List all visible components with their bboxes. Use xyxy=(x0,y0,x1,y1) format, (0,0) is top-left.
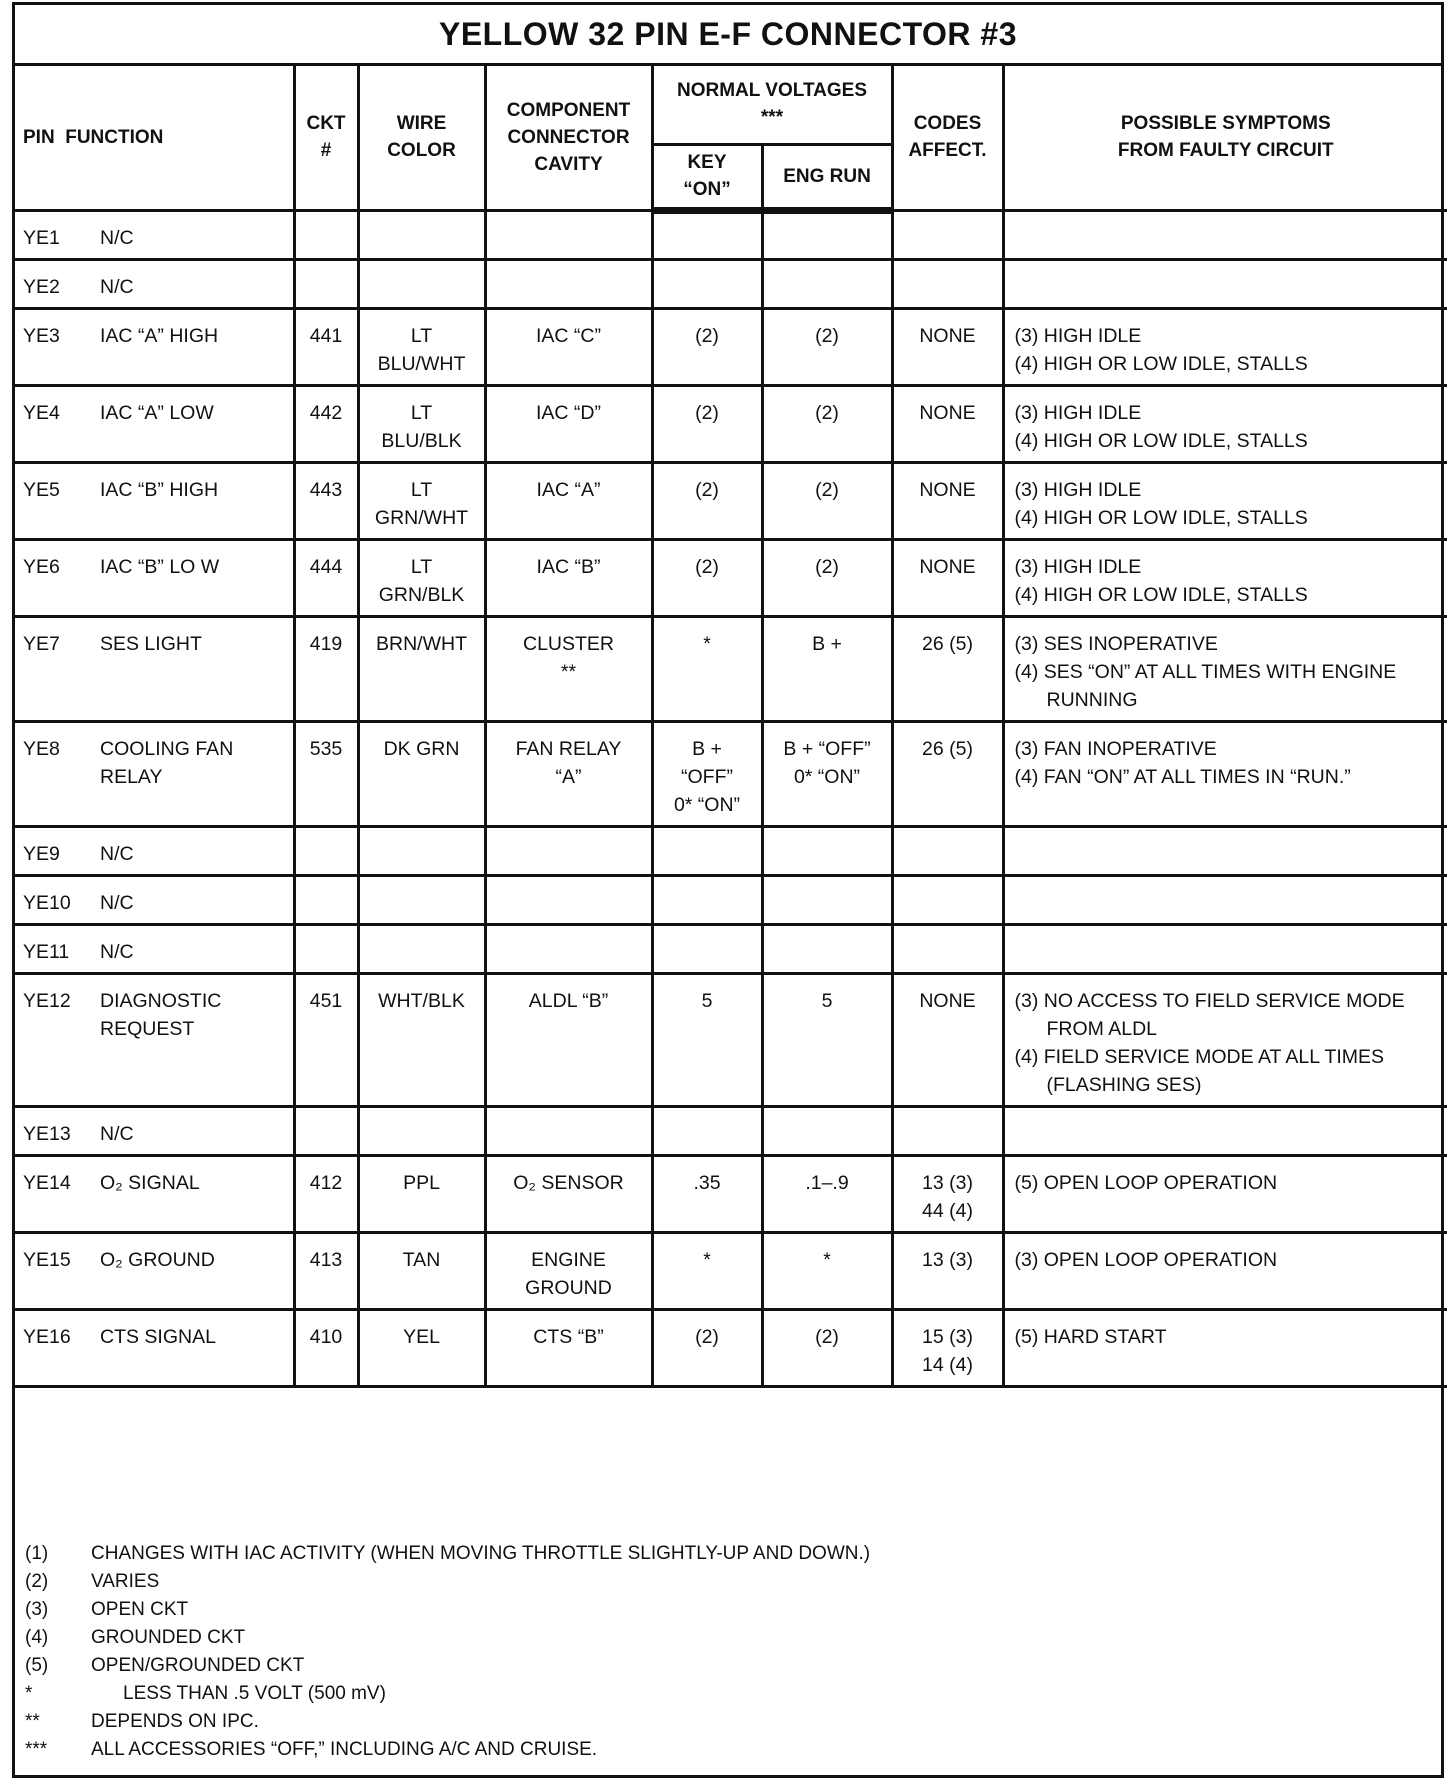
eng-run-voltage-cell: B + xyxy=(762,616,892,721)
pin-function: N/C xyxy=(100,226,134,249)
table-row xyxy=(15,924,1447,973)
ckt-cell xyxy=(294,875,358,924)
key-on-voltage-cell xyxy=(652,875,762,924)
eng-run-voltage-cell xyxy=(762,1106,892,1155)
component-cell: O₂ SENSOR xyxy=(485,1155,652,1232)
eng-run-voltage-cell: (2) xyxy=(762,462,892,539)
table-row xyxy=(15,462,1447,539)
ckt-cell: 442 xyxy=(294,385,358,462)
table-row xyxy=(15,1155,1447,1232)
codes-cell xyxy=(892,210,1003,259)
pin-id: YE15 xyxy=(23,1248,71,1271)
key-on-voltage-cell xyxy=(652,924,762,973)
table-row xyxy=(15,259,1447,308)
wire-color-cell: LT BLU/WHT xyxy=(358,308,485,385)
wire-color-cell xyxy=(358,924,485,973)
codes-cell xyxy=(892,1106,1003,1155)
header-symptoms: POSSIBLE SYMPTOMS FROM FAULTY CIRCUIT xyxy=(1003,66,1447,210)
pin-cell xyxy=(15,616,294,721)
ckt-cell: 444 xyxy=(294,539,358,616)
symptom-line: (3) FAN INOPERATIVE xyxy=(1014,737,1217,760)
footnote-text: DEPENDS ON IPC. xyxy=(91,1711,259,1732)
eng-run-voltage-cell: (2) xyxy=(762,539,892,616)
key-on-voltage-cell: B + “OFF” 0* “ON” xyxy=(652,721,762,826)
footnote-text: LESS THAN .5 VOLT (500 mV) xyxy=(123,1683,386,1704)
footnote-key: *** xyxy=(25,1739,48,1760)
footnote-text: OPEN CKT xyxy=(91,1599,189,1620)
eng-run-voltage-cell xyxy=(762,259,892,308)
pin-id: YE4 xyxy=(23,401,60,424)
footnote-key: (3) xyxy=(25,1599,49,1620)
pin-function: O₂ GROUND xyxy=(100,1248,215,1271)
component-cell: FAN RELAY “A” xyxy=(485,721,652,826)
symptom-line: (4) HIGH OR LOW IDLE, STALLS xyxy=(1014,583,1308,606)
symptoms-cell xyxy=(1003,1232,1447,1309)
wire-color-cell: YEL xyxy=(358,1309,485,1386)
pin-id: YE5 xyxy=(23,478,60,501)
symptoms-cell xyxy=(1003,616,1447,721)
pin-id: YE6 xyxy=(23,555,60,578)
ckt-cell xyxy=(294,1106,358,1155)
key-on-voltage-cell xyxy=(652,826,762,875)
component-cell: CLUSTER ** xyxy=(485,616,652,721)
table-row xyxy=(15,616,1447,721)
component-cell: IAC “B” xyxy=(485,539,652,616)
symptom-line: (4) HIGH OR LOW IDLE, STALLS xyxy=(1014,429,1308,452)
header-ckt: CKT # xyxy=(294,66,358,210)
key-on-voltage-cell: 5 xyxy=(652,973,762,1106)
eng-run-voltage-cell xyxy=(762,924,892,973)
wire-color-cell xyxy=(358,259,485,308)
footnote-key: * xyxy=(25,1683,33,1704)
footnote xyxy=(25,1624,870,1652)
codes-cell: NONE xyxy=(892,973,1003,1106)
eng-run-voltage-cell: * xyxy=(762,1232,892,1309)
ckt-cell xyxy=(294,210,358,259)
pin-cell xyxy=(15,1155,294,1232)
component-cell: ALDL “B” xyxy=(485,973,652,1106)
symptoms-cell xyxy=(1003,462,1447,539)
footnote-key: (1) xyxy=(25,1543,49,1564)
key-on-voltage-cell: (2) xyxy=(652,308,762,385)
symptom-line: (3) OPEN LOOP OPERATION xyxy=(1014,1248,1278,1271)
footnote xyxy=(25,1652,870,1680)
pin-cell xyxy=(15,462,294,539)
pin-id: YE16 xyxy=(23,1325,71,1348)
footnote-text: OPEN/GROUNDED CKT xyxy=(91,1655,305,1676)
ckt-cell: 535 xyxy=(294,721,358,826)
footnote xyxy=(25,1708,870,1736)
footnote xyxy=(25,1596,870,1624)
wire-color-cell xyxy=(358,826,485,875)
pin-cell xyxy=(15,539,294,616)
eng-run-voltage-cell: B + “OFF” 0* “ON” xyxy=(762,721,892,826)
header-normal-voltages: NORMAL VOLTAGES *** xyxy=(652,66,892,144)
footnote-text: CHANGES WITH IAC ACTIVITY (WHEN MOVING THROTTLE SLIGHTLY-UP AND DOWN.) xyxy=(91,1543,871,1564)
table-row xyxy=(15,1232,1447,1309)
pin-cell xyxy=(15,1106,294,1155)
footnotes xyxy=(25,1540,870,1764)
pin-function: DIAGNOSTIC REQUEST xyxy=(100,989,222,1040)
symptom-line: (3) HIGH IDLE xyxy=(1014,401,1142,424)
eng-run-voltage-cell xyxy=(762,826,892,875)
codes-cell xyxy=(892,875,1003,924)
wire-color-cell: WHT/BLK xyxy=(358,973,485,1106)
codes-cell: NONE xyxy=(892,385,1003,462)
component-cell xyxy=(485,210,652,259)
pin-id: YE12 xyxy=(23,989,71,1012)
pin-id: YE8 xyxy=(23,737,60,760)
eng-run-voltage-cell: 5 xyxy=(762,973,892,1106)
pin-function: IAC “A” LOW xyxy=(100,401,214,424)
symptom-line: (3) NO ACCESS TO FIELD SERVICE MODE FROM ALDL xyxy=(1014,989,1405,1040)
wire-color-cell xyxy=(358,1106,485,1155)
pin-id: YE11 xyxy=(23,940,70,963)
footnote xyxy=(25,1680,870,1708)
wire-color-cell: BRN/WHT xyxy=(358,616,485,721)
symptoms-cell xyxy=(1003,1309,1447,1386)
eng-run-voltage-cell: (2) xyxy=(762,385,892,462)
connector-chart xyxy=(12,2,1444,1778)
codes-cell: 13 (3) 44 (4) xyxy=(892,1155,1003,1232)
footnote xyxy=(25,1568,870,1596)
ckt-cell: 419 xyxy=(294,616,358,721)
table-row xyxy=(15,826,1447,875)
header-component: COMPONENT CONNECTOR CAVITY xyxy=(485,66,652,210)
wire-color-cell xyxy=(358,875,485,924)
pin-id: YE14 xyxy=(23,1171,71,1194)
codes-cell xyxy=(892,259,1003,308)
table-row xyxy=(15,1309,1447,1386)
table-row xyxy=(15,973,1447,1106)
ckt-cell: 443 xyxy=(294,462,358,539)
table-row xyxy=(15,721,1447,826)
component-cell xyxy=(485,826,652,875)
pin-cell xyxy=(15,210,294,259)
wire-color-cell: PPL xyxy=(358,1155,485,1232)
symptom-line: (4) FAN “ON” AT ALL TIMES IN “RUN.” xyxy=(1014,765,1351,788)
ckt-cell xyxy=(294,826,358,875)
table-row xyxy=(15,210,1447,259)
key-on-voltage-cell: .35 xyxy=(652,1155,762,1232)
header-codes: CODES AFFECT. xyxy=(892,66,1003,210)
eng-run-voltage-cell xyxy=(762,875,892,924)
key-on-voltage-cell: (2) xyxy=(652,385,762,462)
footnote xyxy=(25,1540,870,1568)
pin-function: IAC “B” LO W xyxy=(100,555,220,578)
symptoms-cell xyxy=(1003,308,1447,385)
symptoms-cell xyxy=(1003,924,1447,973)
key-on-voltage-cell: (2) xyxy=(652,1309,762,1386)
key-on-voltage-cell xyxy=(652,259,762,308)
wire-color-cell: LT GRN/BLK xyxy=(358,539,485,616)
symptom-line: (4) HIGH OR LOW IDLE, STALLS xyxy=(1014,352,1308,375)
codes-cell: NONE xyxy=(892,308,1003,385)
key-on-voltage-cell: * xyxy=(652,616,762,721)
component-cell: ENGINE GROUND xyxy=(485,1232,652,1309)
symptom-line: (3) HIGH IDLE xyxy=(1014,324,1142,347)
component-cell: CTS “B” xyxy=(485,1309,652,1386)
pin-table xyxy=(15,66,1447,1388)
table-row xyxy=(15,1106,1447,1155)
footnote-key: (5) xyxy=(25,1655,49,1676)
header-pin-function: PIN FUNCTION xyxy=(15,66,294,210)
symptom-line: (3) HIGH IDLE xyxy=(1014,555,1142,578)
ckt-cell: 441 xyxy=(294,308,358,385)
header-key-on: KEY “ON” xyxy=(652,144,762,210)
pin-id: YE7 xyxy=(23,632,60,655)
codes-cell: 26 (5) xyxy=(892,721,1003,826)
component-cell: IAC “C” xyxy=(485,308,652,385)
header-eng-run: ENG RUN xyxy=(762,144,892,210)
pin-function: O₂ SIGNAL xyxy=(100,1171,200,1194)
symptoms-cell xyxy=(1003,875,1447,924)
codes-cell: 13 (3) xyxy=(892,1232,1003,1309)
ckt-cell: 451 xyxy=(294,973,358,1106)
eng-run-voltage-cell xyxy=(762,210,892,259)
component-cell xyxy=(485,875,652,924)
symptoms-cell xyxy=(1003,973,1447,1106)
symptom-line: (4) SES “ON” AT ALL TIMES WITH ENGINE RUNNING xyxy=(1014,660,1397,711)
pin-cell xyxy=(15,259,294,308)
pin-id: YE3 xyxy=(23,324,60,347)
pin-function: N/C xyxy=(100,1122,134,1145)
pin-function: N/C xyxy=(100,891,134,914)
eng-run-voltage-cell: (2) xyxy=(762,308,892,385)
symptom-line: (3) HIGH IDLE xyxy=(1014,478,1142,501)
eng-run-voltage-cell: (2) xyxy=(762,1309,892,1386)
pin-cell xyxy=(15,721,294,826)
footnote-text: GROUNDED CKT xyxy=(91,1627,246,1648)
pin-function: N/C xyxy=(100,940,134,963)
pin-id: YE9 xyxy=(23,842,60,865)
symptom-line: (4) FIELD SERVICE MODE AT ALL TIMES (FLASHING SES) xyxy=(1014,1045,1385,1096)
component-cell xyxy=(485,924,652,973)
pin-cell xyxy=(15,826,294,875)
header-wire-color: WIRE COLOR xyxy=(358,66,485,210)
pin-id: YE2 xyxy=(23,275,60,298)
symptoms-cell xyxy=(1003,1155,1447,1232)
pin-cell xyxy=(15,924,294,973)
pin-function: SES LIGHT xyxy=(100,632,202,655)
component-cell: IAC “A” xyxy=(485,462,652,539)
pin-cell xyxy=(15,1309,294,1386)
wire-color-cell: TAN xyxy=(358,1232,485,1309)
pin-function: N/C xyxy=(100,275,134,298)
pin-id: YE10 xyxy=(23,891,71,914)
pin-cell xyxy=(15,875,294,924)
eng-run-voltage-cell: .1–.9 xyxy=(762,1155,892,1232)
table-row xyxy=(15,875,1447,924)
symptom-line: (5) OPEN LOOP OPERATION xyxy=(1014,1171,1278,1194)
symptoms-cell xyxy=(1003,721,1447,826)
wire-color-cell: DK GRN xyxy=(358,721,485,826)
symptom-line: (4) HIGH OR LOW IDLE, STALLS xyxy=(1014,506,1308,529)
ckt-cell: 412 xyxy=(294,1155,358,1232)
footnote xyxy=(25,1736,870,1764)
footnote-key: (4) xyxy=(25,1627,49,1648)
wire-color-cell: LT GRN/WHT xyxy=(358,462,485,539)
symptom-line: (5) HARD START xyxy=(1014,1325,1167,1348)
pin-id: YE13 xyxy=(23,1122,71,1145)
pin-function: IAC “A” HIGH xyxy=(100,324,219,347)
ckt-cell: 410 xyxy=(294,1309,358,1386)
table-row xyxy=(15,539,1447,616)
pin-function: CTS SIGNAL xyxy=(100,1325,216,1348)
codes-cell xyxy=(892,924,1003,973)
pin-cell xyxy=(15,308,294,385)
key-on-voltage-cell xyxy=(652,210,762,259)
footnote-text: VARIES xyxy=(91,1571,160,1592)
key-on-voltage-cell: (2) xyxy=(652,462,762,539)
footnote-key: ** xyxy=(25,1711,40,1732)
footnote-key: (2) xyxy=(25,1571,49,1592)
wire-color-cell xyxy=(358,210,485,259)
codes-cell xyxy=(892,826,1003,875)
pin-function: IAC “B” HIGH xyxy=(100,478,219,501)
component-cell: IAC “D” xyxy=(485,385,652,462)
symptoms-cell xyxy=(1003,385,1447,462)
codes-cell: NONE xyxy=(892,539,1003,616)
page-title: YELLOW 32 PIN E-F CONNECTOR #3 xyxy=(15,5,1441,66)
footnote-text: ALL ACCESSORIES “OFF,” INCLUDING A/C AND CRUISE. xyxy=(91,1739,598,1760)
pin-cell xyxy=(15,385,294,462)
codes-cell: 15 (3) 14 (4) xyxy=(892,1309,1003,1386)
symptoms-cell xyxy=(1003,539,1447,616)
table-row xyxy=(15,385,1447,462)
symptom-line: (3) SES INOPERATIVE xyxy=(1014,632,1218,655)
codes-cell: 26 (5) xyxy=(892,616,1003,721)
wire-color-cell: LT BLU/BLK xyxy=(358,385,485,462)
key-on-voltage-cell xyxy=(652,1106,762,1155)
key-on-voltage-cell: (2) xyxy=(652,539,762,616)
ckt-cell: 413 xyxy=(294,1232,358,1309)
table-row xyxy=(15,308,1447,385)
pin-function: COOLING FAN RELAY xyxy=(100,737,234,788)
codes-cell: NONE xyxy=(892,462,1003,539)
pin-function: N/C xyxy=(100,842,134,865)
symptoms-cell xyxy=(1003,826,1447,875)
key-on-voltage-cell: * xyxy=(652,1232,762,1309)
symptoms-cell xyxy=(1003,210,1447,259)
symptoms-cell xyxy=(1003,259,1447,308)
component-cell xyxy=(485,259,652,308)
ckt-cell xyxy=(294,924,358,973)
pin-cell xyxy=(15,1232,294,1309)
symptoms-cell xyxy=(1003,1106,1447,1155)
ckt-cell xyxy=(294,259,358,308)
pin-id: YE1 xyxy=(23,226,60,249)
pin-cell xyxy=(15,973,294,1106)
component-cell xyxy=(485,1106,652,1155)
